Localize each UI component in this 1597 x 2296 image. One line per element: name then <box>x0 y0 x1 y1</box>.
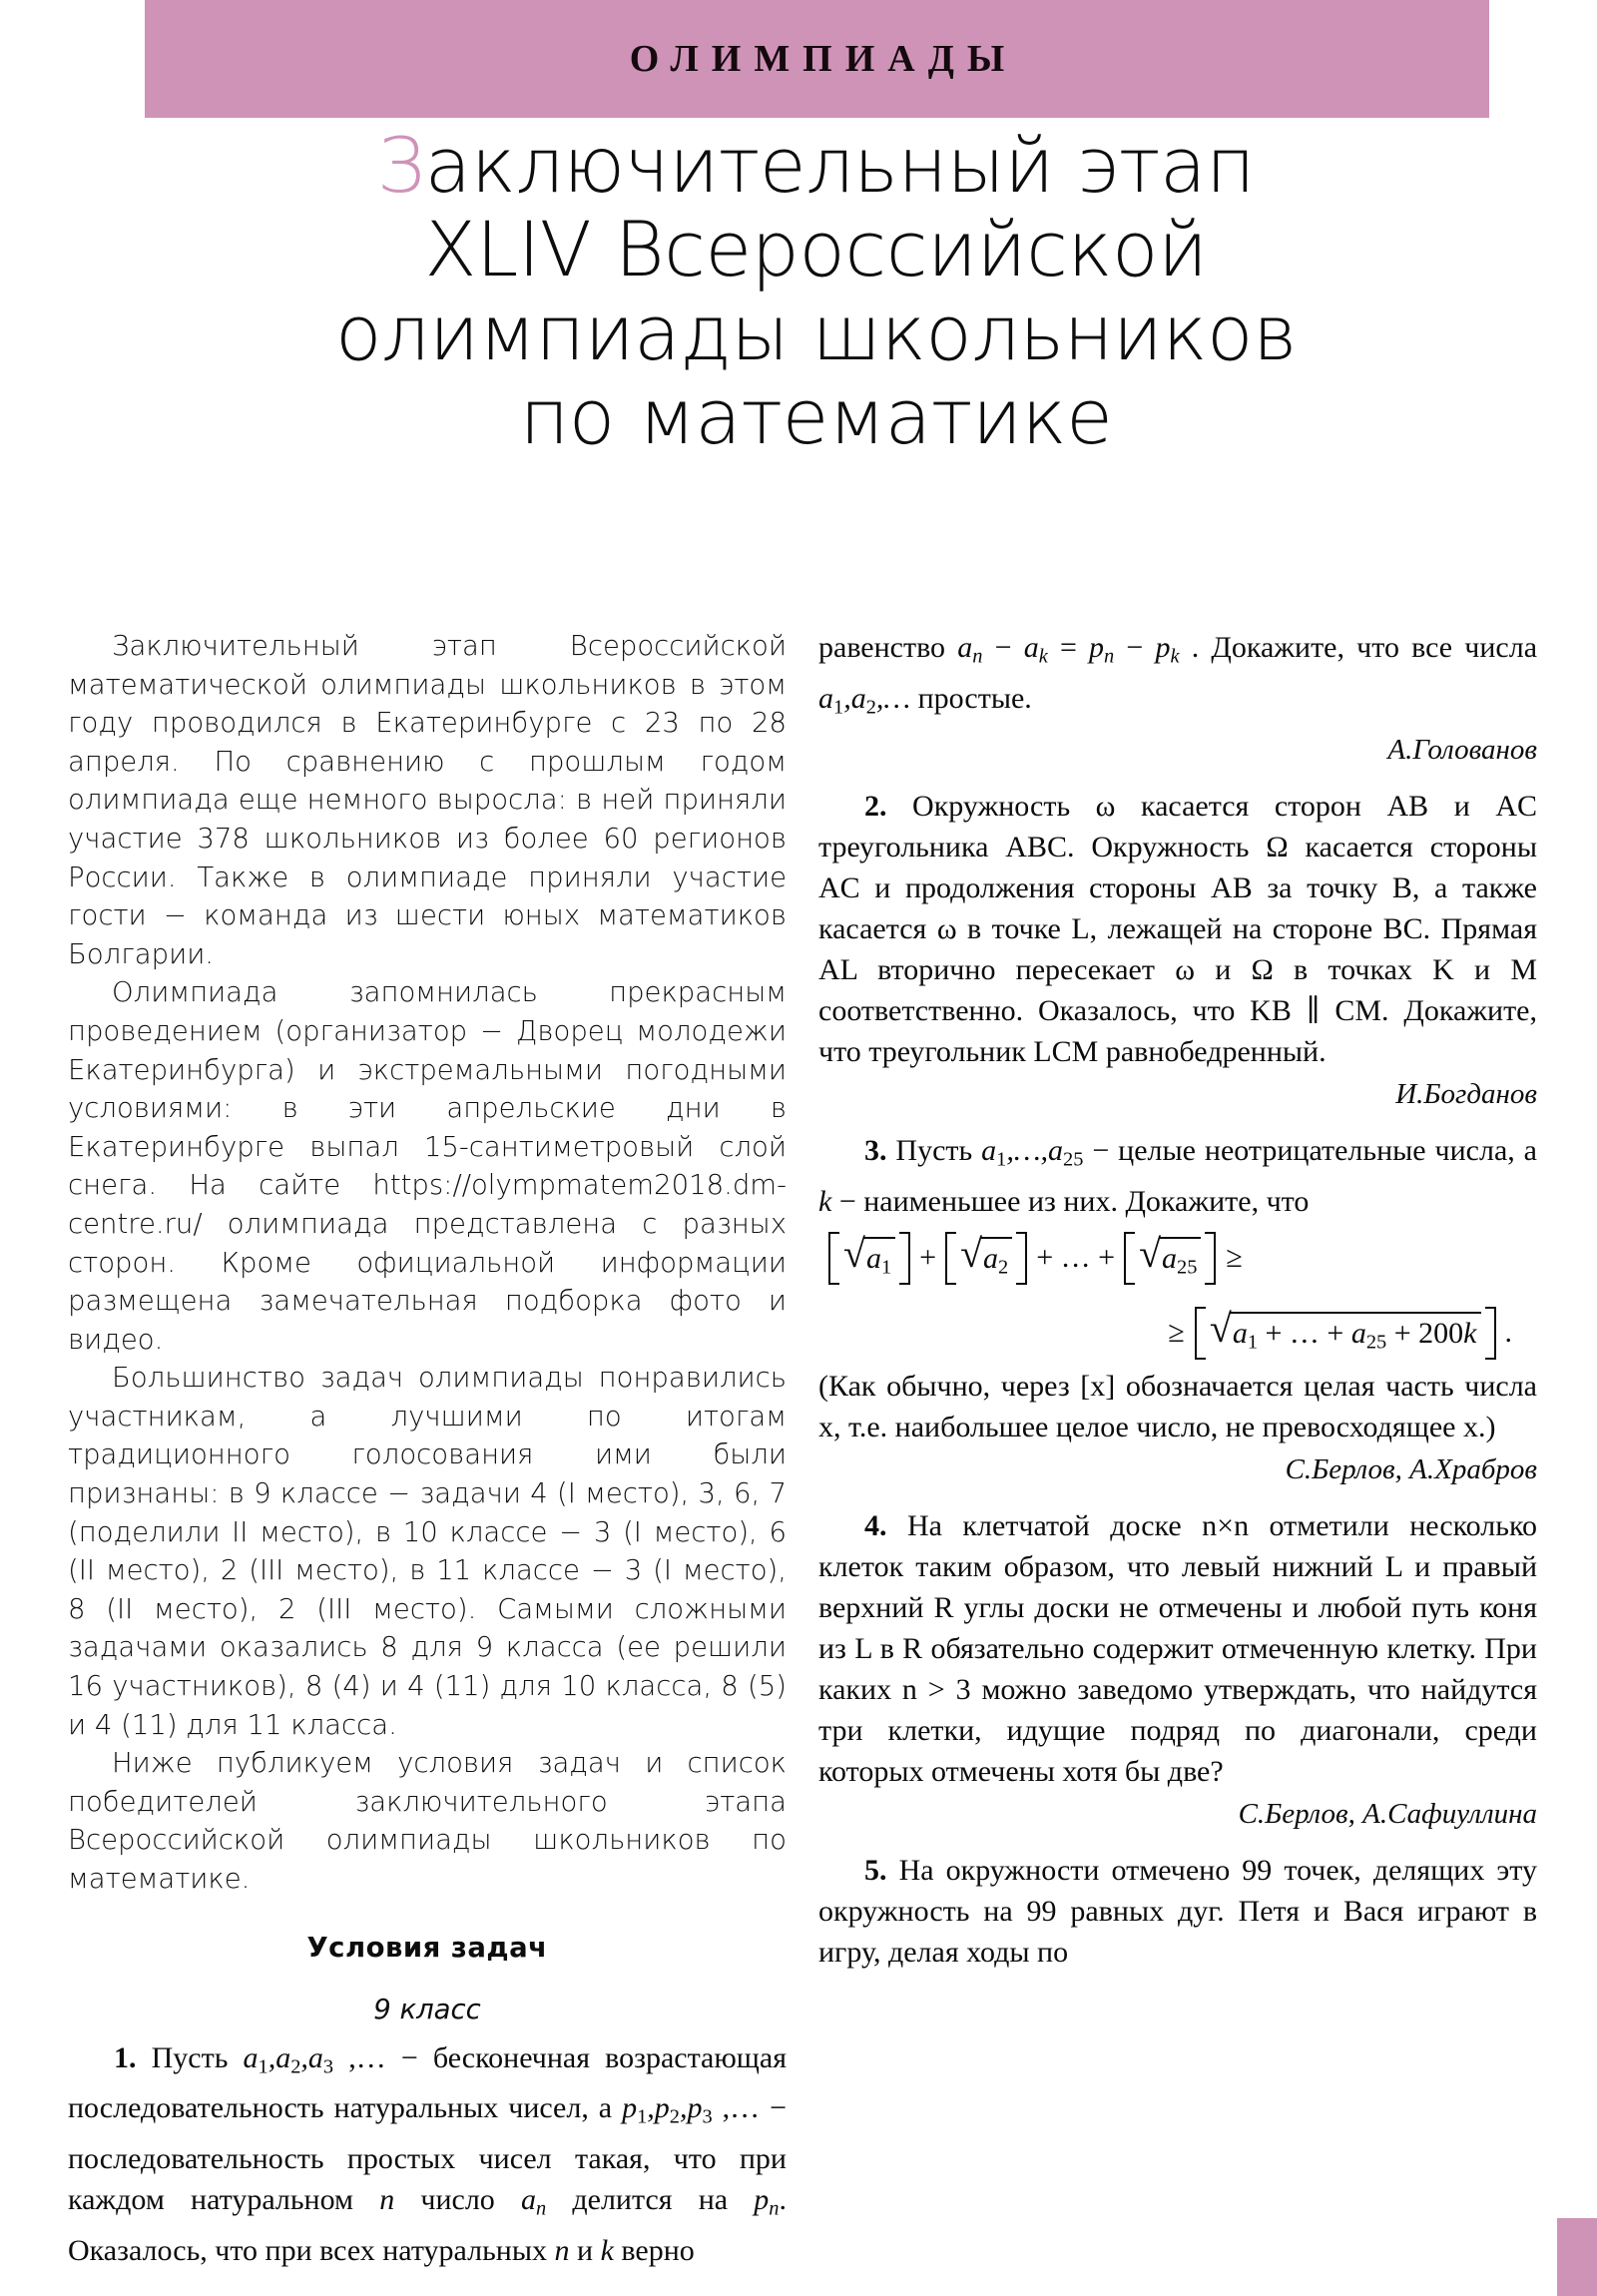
title-line-3: олимпиады школьников <box>334 288 1298 377</box>
problem-2-number: 2. <box>864 790 887 824</box>
page-title <box>145 121 1487 461</box>
problem-1-continuation <box>818 627 1537 728</box>
problem-5-statement <box>818 1850 1537 1973</box>
problem-4-author: С.Берлов, А.Сафиуллина <box>1238 1797 1537 1830</box>
problem-3-text-b: − целые неотрицательные числа, а <box>1083 1134 1537 1168</box>
news-article <box>68 627 787 1899</box>
problem-3-display-formula <box>818 1232 1537 1359</box>
problem-2-statement <box>818 786 1537 1072</box>
title-line-2: XLIV Всероссийской <box>424 205 1208 293</box>
p1c-lead: равенство <box>818 631 958 664</box>
problem-1-math-a: $a_1,a_2,a_3$ <box>243 2040 334 2078</box>
problem-1-number: 1. <box>114 2040 137 2074</box>
body-columns <box>0 627 1597 2296</box>
news-paragraph: Заключительный этап Всероссийской математической олимпиады школьников в этом году проводился в Екатеринбурге с 23 по 28 апреля. По сравнению с прошлым годом олимпиада еще немного выросла: в ней приняли участие 378 школьников из более 60 регионов России. Также в олимпиаде приняли участие гости − команда из шести юных математиков Болгарии. <box>68 630 787 970</box>
problem-3-note <box>818 1366 1537 1447</box>
floor-bracket: √ $a_1$ <box>828 1232 910 1285</box>
class-heading-9: 9 класс <box>373 1994 481 2026</box>
problem-3-number: 3. <box>864 1134 887 1168</box>
ge-operator: ≥ <box>1226 1241 1243 1275</box>
problem-2-text: Окружность ω касается сторон AB и AC треугольника ABC. Окружность Ω касается стороны AC и продолжения стороны AB за точку B, а также касается ω в точке L, лежащей на стороне BC. Прямая AL вторично пересекает ω и Ω в точках K и M соответственно. Оказалось, что KB ∥ CM. Докажите, что треугольник LCM равнобедренный. <box>818 790 1537 1069</box>
problem-1-author: А.Голованов <box>1387 734 1537 767</box>
problem-1-text-a: Пусть <box>151 2040 244 2074</box>
problem-3-var-k: k <box>818 1185 832 1219</box>
problem-1-statement: 1. Пусть $a_1,a_2,a_3$ ,… − бесконечная возрастающая последовательность натуральных чисел, а $p_1,p_2,p_3$ ,… − последовательность простых чисел такая, что при каждом натуральном n число $a_n$ делится на $p_n$. Оказалось, что при всех натуральных n и k верно <box>68 2040 787 2267</box>
problem-1-math-an: $a_n$ <box>520 2183 547 2220</box>
left-column <box>68 627 787 2296</box>
news-paragraph: Олимпиада запомнилась прекрасным проведением (организатор − Дворец молодежи Екатеринбурга) и экстремальными погодными условиями: в эти апрельские дни в Екатеринбурге выпал 15-сантиметровый слой снега. На сайте https://olympmatem2018.dm-centre.ru/ олимпиада представлена с разных сторон. Кроме официальной информации размещена замечательная подборка фото и видео. <box>68 976 787 1356</box>
ellipsis-operator: + … + <box>1036 1241 1116 1275</box>
news-paragraph: Ниже публикуем условия задач и список победителей заключительного этапа Всероссийской олимпиады школьников по математике. <box>68 1747 787 1895</box>
problem-5-text: На окружности отмечено 99 точек, делящих эту окружность на 99 равных дуг. Петя и Вася играют в игру, делая ходы по <box>818 1853 1537 1969</box>
title-line-4: по математике <box>519 372 1113 461</box>
problem-4-statement <box>818 1505 1537 1792</box>
title-line-1-rest: аключительный этап <box>424 121 1256 210</box>
problem-4-text: На клетчатой доске n×n отметили несколько клеток таким образом, что левый нижний L и правый верхний R углы доски не отмечены и любой путь коня из L в R обязательно содержит отмеченную клетку. При каких n > 3 можно заведомо утверждать, что найдутся три клетки, идущие подряд по диагонали, среди которых отмечены хотя бы две? <box>818 1508 1537 1788</box>
period: . <box>1504 1316 1512 1350</box>
p1c-tail2: простые. <box>910 681 1032 715</box>
problem-1-text-e: делится на <box>546 2183 755 2217</box>
problem-1-text-c: ,… − последовательность простых чисел такая, что при каждом натуральном <box>68 2091 787 2217</box>
problem-2-author: И.Богданов <box>1395 1078 1537 1111</box>
problem-3-math-range: $a_1,\dots,a_{25}$ <box>981 1134 1084 1172</box>
problem-1-var-n: n <box>379 2183 395 2217</box>
problem-5-number: 5. <box>864 1853 887 1887</box>
problem-1-math-pn: $p_n$ <box>754 2183 780 2220</box>
problem-1-text-g: верно <box>613 2233 695 2267</box>
floor-bracket: √ $a_{25}$ <box>1124 1232 1216 1285</box>
problem-3-text-c: − наименьшее из них. Докажите, что <box>831 1185 1310 1219</box>
masthead-label: ОЛИМПИАДЫ <box>629 38 1018 80</box>
ge-operator: ≥ <box>1168 1316 1185 1350</box>
problem-3-text-a: Пусть <box>895 1134 982 1168</box>
formula-line-1 <box>818 1232 1537 1285</box>
problem-3-note-text: (Как обычно, через [x] обозначается целая часть числа x, т.е. наибольшее целое число, не превосходящее x.) <box>818 1369 1537 1443</box>
problem-1-var-n2: n <box>554 2233 570 2267</box>
problem-1-var-k: k <box>600 2233 614 2267</box>
problem-1-text-b: ,… − бесконечная возрастающая последовательность натуральных чисел, а <box>68 2040 787 2125</box>
right-column <box>818 627 1537 2296</box>
problem-4-number: 4. <box>864 1508 887 1542</box>
p1c-numbers: $a_1,a_2,\dots$ <box>818 681 911 719</box>
floor-bracket: √ $a_2$ <box>945 1232 1027 1285</box>
problem-1-math-b: $p_1,p_2,p_3$ <box>622 2091 713 2129</box>
problem-1-text-f: . Оказалось, что при всех натуральных <box>68 2183 787 2267</box>
p1c-equation: $a_n - a_k = p_n - p_k$ <box>957 631 1180 668</box>
corner-page-mark <box>1557 2218 1597 2296</box>
title-dropcap: З <box>376 121 425 210</box>
news-paragraph: Большинство задач олимпиады понравились участникам, а лучшими по итогам традиционного голосования ими были признаны: в 9 классе − задачи 4 (I место), 3, 6, 7 (поделили II место), в 10 классе − 3 (I место), 6 (II место), 2 (III место), в 11 классе − 3 (I место), 8 (II место), 2 (III место). Самыми сложными задачами оказались 8 для 9 класса (ее решили 16 участников), 8 (4) и 4 (11) для 10 класса, 8 (5) и 4 (11) для 11 класса. <box>68 1362 787 1741</box>
p1c-tail: . Докажите, что все числа <box>1179 631 1537 664</box>
floor-bracket: √ $a_1$ + … + $a_{25} + 200k$ <box>1195 1307 1496 1360</box>
problem-3-author: С.Берлов, А.Храбров <box>1285 1452 1537 1485</box>
formula-line-2 <box>818 1307 1537 1360</box>
plus-operator: + <box>919 1241 937 1275</box>
title-line-1 <box>145 121 1487 210</box>
problem-1-text-d: число <box>394 2183 521 2217</box>
problem-3-statement <box>818 1130 1537 1222</box>
masthead-band <box>145 0 1489 118</box>
section-heading-conditions: Условия задач <box>306 1931 548 1964</box>
